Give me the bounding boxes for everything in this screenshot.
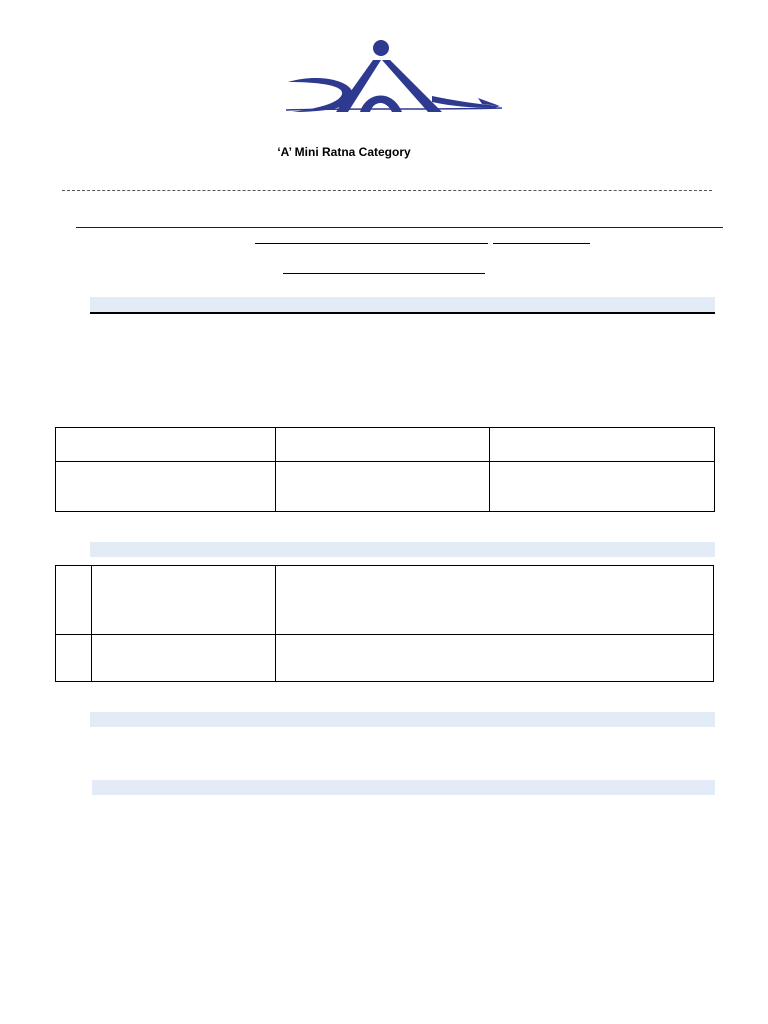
table-row xyxy=(56,462,715,512)
section-band-3 xyxy=(90,712,715,727)
solid-divider xyxy=(76,227,723,228)
dashed-divider xyxy=(62,190,712,191)
table-cell xyxy=(276,566,714,635)
table-cell xyxy=(56,462,276,512)
table-cell xyxy=(490,428,715,462)
table-cell xyxy=(490,462,715,512)
table-cell xyxy=(276,428,490,462)
table-row xyxy=(56,428,715,462)
section-band-1-rule xyxy=(90,312,715,314)
title-underline-1 xyxy=(255,243,488,244)
table-cell xyxy=(56,428,276,462)
category-text: ‘A’ Mini Ratna Category xyxy=(277,145,411,159)
title-underline-2 xyxy=(493,243,590,244)
info-table-2 xyxy=(55,565,714,682)
section-band-2 xyxy=(90,542,715,557)
table-cell xyxy=(276,635,714,682)
aai-logo-icon xyxy=(282,38,504,116)
info-table-1 xyxy=(55,427,715,512)
table-cell xyxy=(56,635,92,682)
section-band-1 xyxy=(90,297,715,312)
table-cell xyxy=(276,462,490,512)
table-cell xyxy=(56,566,92,635)
table-row xyxy=(56,635,714,682)
table-cell xyxy=(92,635,276,682)
subtitle-underline xyxy=(283,273,485,274)
table-row xyxy=(56,566,714,635)
section-band-4 xyxy=(92,780,715,795)
table-cell xyxy=(92,566,276,635)
